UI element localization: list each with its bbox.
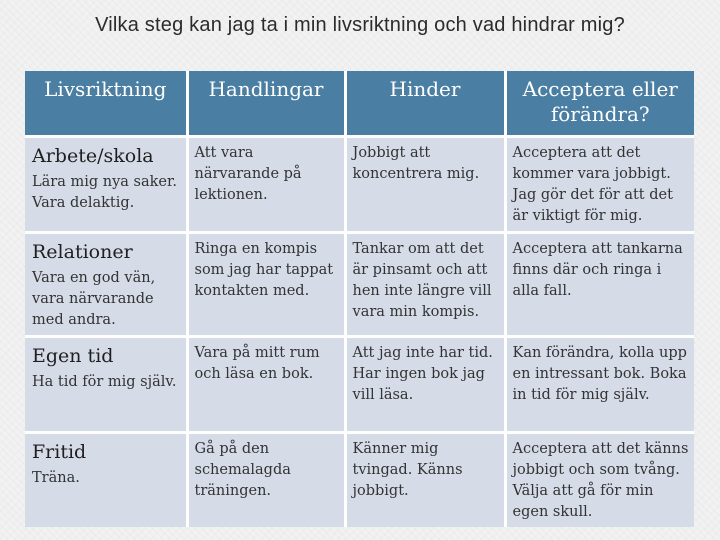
obstacle-cell: Jobbigt att koncentrera mig. xyxy=(345,137,505,233)
area-description: Vara en god vän, vara närvarande med andra. xyxy=(32,270,156,328)
area-title: Fritid xyxy=(32,441,87,463)
obstacle-cell: Tankar om att det är pinsamt och att hen inte längre vill vara min kompis. xyxy=(345,233,505,337)
header-handlingar: Handlingar xyxy=(187,71,345,137)
area-description: Träna. xyxy=(32,470,80,486)
accept-change-cell: Acceptera att det känns jobbigt och som tvång. Välja att gå för min egen skull. xyxy=(505,433,694,528)
table-header-row xyxy=(25,71,694,137)
action-cell: Ringa en kompis som jag har tappat kontakten med. xyxy=(187,233,345,337)
accept-change-cell: Acceptera att tankarna finns där och ringa i alla fall. xyxy=(505,233,694,337)
table-row xyxy=(25,433,694,528)
obstacle-cell: Att jag inte har tid. Har ingen bok jag vill läsa. xyxy=(345,337,505,433)
area-description: Lära mig nya saker. Vara delaktig. xyxy=(32,174,177,211)
header-acceptera-forandra: Acceptera eller förändra? xyxy=(505,71,694,137)
action-cell: Gå på den schemalagda träningen. xyxy=(187,433,345,528)
header-hinder: Hinder xyxy=(345,71,505,137)
life-direction-cell xyxy=(25,433,187,528)
area-description: Ha tid för mig själv. xyxy=(32,374,177,390)
accept-change-cell: Acceptera att det kommer vara jobbigt. Jag gör det för att det är viktigt för mig. xyxy=(505,137,694,233)
table-row xyxy=(25,233,694,337)
slide-title: Vilka steg kan jag ta i min livsriktning och vad hindrar mig? xyxy=(95,14,625,36)
action-cell: Att vara närvarande på lektionen. xyxy=(187,137,345,233)
action-cell: Vara på mitt rum och läsa en bok. xyxy=(187,337,345,433)
obstacle-cell: Känner mig tvingad. Känns jobbigt. xyxy=(345,433,505,528)
table-row xyxy=(25,137,694,233)
area-title: Egen tid xyxy=(32,345,114,367)
values-table xyxy=(25,71,694,527)
accept-change-cell: Kan förändra, kolla upp en intressant bok. Boka in tid för mig själv. xyxy=(505,337,694,433)
area-title: Relationer xyxy=(32,241,133,263)
table-row xyxy=(25,337,694,433)
life-direction-cell xyxy=(25,233,187,337)
life-direction-cell xyxy=(25,337,187,433)
area-title: Arbete/skola xyxy=(32,145,154,167)
life-direction-cell xyxy=(25,137,187,233)
header-livsriktning: Livsriktning xyxy=(25,71,187,137)
